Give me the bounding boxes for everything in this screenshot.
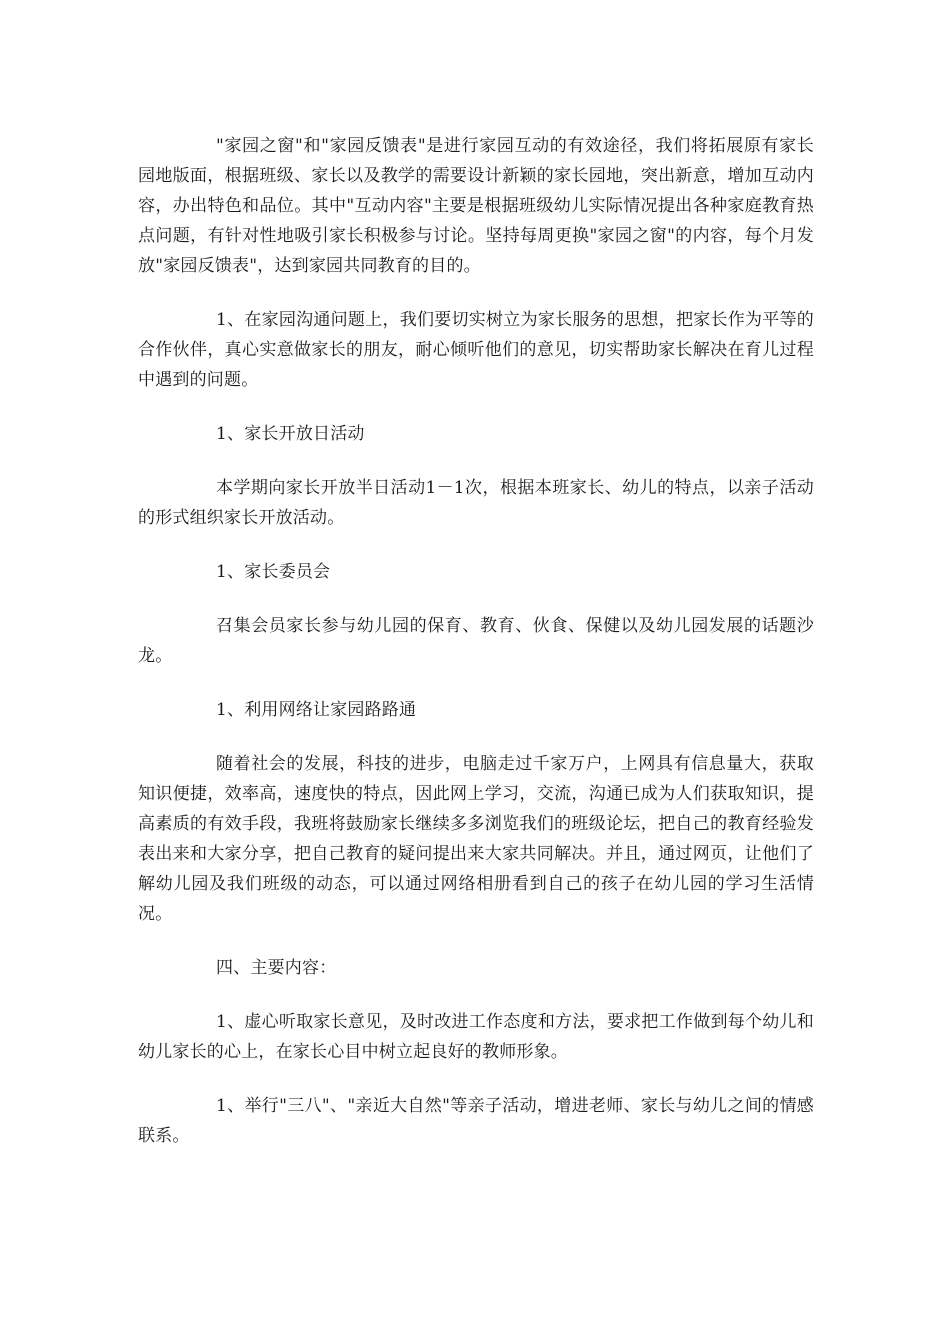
paragraph-activities: 1、举行"三八"、"亲近大自然"等亲子活动，增进老师、家长与幼儿之间的情感联系。 — [138, 1096, 814, 1146]
document-body — [138, 131, 814, 1175]
paragraph-listen-parents: 1、虚心听取家长意见，及时改进工作态度和方法，要求把工作做到每个幼儿和幼儿家长的心上，在家长心目中树立起良好的教师形象。 — [138, 1012, 814, 1062]
heading-main-content: 四、主要内容： — [216, 958, 337, 978]
paragraph-network: 随着社会的发展，科技的进步，电脑走过千家万户，上网具有信息量大，获取知识便捷，效率高，速度快的特点，因此网上学习，交流，沟通已成为人们获取知识，提高素质的有效手段，我班将鼓励家长继续多多浏览我们的班级论坛，把自己的教育经验发表出来和大家分享，把自己教育的疑问提出来大家共同解决。并且，通过网页，让他们了解幼儿园及我们班级的动态，可以通过网络相册看到自己的孩子在幼儿园的学习生活情况。 — [138, 754, 814, 924]
heading-parent-committee: 1、家长委员会 — [216, 562, 331, 582]
heading-open-day: 1、家长开放日活动 — [216, 424, 365, 444]
heading-network: 1、利用网络让家园路路通 — [216, 700, 417, 720]
paragraph-parent-committee: 召集会员家长参与幼儿园的保育、教育、伙食、保健以及幼儿园发展的话题沙龙。 — [138, 616, 814, 666]
paragraph-communication: 1、在家园沟通问题上，我们要切实树立为家长服务的思想，把家长作为平等的合作伙伴，真心实意做家长的朋友，耐心倾听他们的意见，切实帮助家长解决在育儿过程中遇到的问题。 — [138, 310, 814, 390]
paragraph-open-day: 本学期向家长开放半日活动1－1次，根据本班家长、幼儿的特点，以亲子活动的形式组织家长开放活动。 — [138, 478, 814, 528]
paragraph-home-window: "家园之窗"和"家园反馈表"是进行家园互动的有效途径，我们将拓展原有家长园地版面，根据班级、家长以及教学的需要设计新颖的家长园地，突出新意，增加互动内容，办出特色和品位。其中"互动内容"主要是根据班级幼儿实际情况提出各种家庭教育热点问题，有针对性地吸引家长积极参与讨论。坚持每周更换"家园之窗"的内容，每个月发放"家园反馈表"，达到家园共同教育的目的。 — [138, 136, 814, 276]
